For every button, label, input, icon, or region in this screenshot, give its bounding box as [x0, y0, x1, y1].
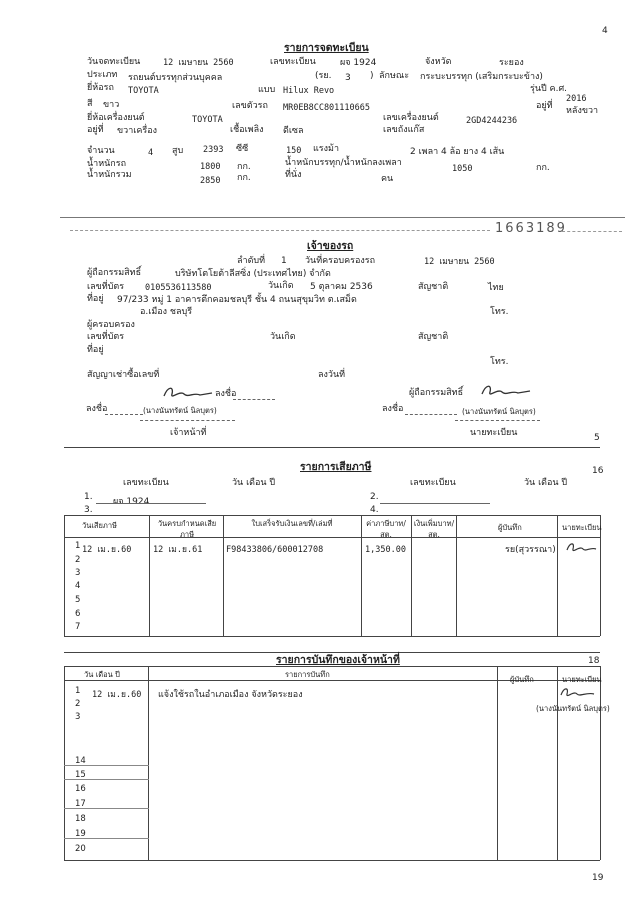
registrar-name: (นางนันทรัตน์ นิลบุตร): [462, 407, 536, 416]
brand: TOYOTA: [128, 86, 159, 96]
records-row-num: 19: [75, 829, 86, 839]
load-label: น้ำหนักบรรทุก/น้ำหนักลงเพลา: [285, 158, 402, 168]
tax-row-num: 6: [75, 609, 81, 619]
sign-line: [405, 414, 457, 415]
chassis-label: เลขตัวรถ: [232, 101, 268, 111]
tax-title: รายการเสียภาษี: [300, 461, 372, 473]
sign-label-3: ลงชื่อ: [382, 404, 404, 414]
id-number: 0105536113580: [145, 283, 212, 293]
tax-col-date: วัน เดือน ปี: [232, 478, 276, 488]
separator: [562, 231, 622, 232]
tax-registrar-signature: [564, 538, 598, 558]
possess-label: วันที่ครอบครองรถ: [305, 256, 376, 266]
fuel: ดีเซล: [283, 126, 304, 136]
engine-loc: ขวาเครื่อง: [117, 126, 157, 136]
sign-line: [105, 414, 143, 415]
tax-col-plate-2: เลขทะเบียน: [410, 478, 456, 488]
tax-table-bottom: [64, 636, 600, 637]
engine-loc-label: อยู่ที่: [87, 125, 104, 135]
tax-table-col: [456, 515, 457, 636]
tax-row-num: 3: [75, 568, 81, 578]
address-label: ที่อยู่: [87, 294, 104, 304]
province-label: จังหวัด: [425, 57, 452, 67]
tax-plate-num: 1.: [84, 492, 93, 502]
records-row-num: 20: [75, 844, 86, 854]
sign-line: [233, 399, 275, 400]
separator: [70, 230, 490, 231]
tax-due: 12 เม.ย.61: [153, 545, 203, 555]
tax-plate-num: 4.: [370, 505, 379, 515]
owner-signature: [478, 380, 533, 402]
records-col-date: วัน เดือน ปี: [84, 670, 120, 679]
seat-label: ที่นั่ง: [285, 170, 302, 180]
model: Hilux Revo: [283, 86, 335, 96]
tax-table-top: [64, 515, 600, 516]
owner-title: เจ้าของรถ: [307, 240, 354, 252]
address2-label: ที่อยู่: [87, 345, 104, 355]
contract-date-label: ลงวันที่: [318, 370, 346, 380]
owner-sign-label: ผู้ถือกรรมสิทธิ์: [409, 388, 464, 398]
section-divider: [64, 447, 600, 448]
records-bottom: [64, 860, 600, 861]
sign-label: ลงชื่อ: [215, 389, 237, 399]
records-row-num: 18: [75, 814, 86, 824]
tax-table-col: [64, 515, 65, 636]
records-row-rule: [64, 779, 149, 780]
engine-brand-label: ยี่ห้อเครื่องยนต์: [87, 113, 145, 123]
page-mark: 4: [602, 26, 608, 36]
owner-name: บริษัทโตโยต้าลีสซิ่ง (ประเทศไทย) จำกัด: [175, 269, 331, 279]
records-row-num: 2: [75, 699, 81, 709]
tax-header: เงินเพิ่มบาท/สต.: [413, 519, 455, 539]
id-label: เลขที่บัตร: [87, 282, 125, 292]
fuel-label: เชื้อเพลิง: [230, 125, 264, 135]
records-col: [600, 666, 601, 860]
page-mark: 19: [592, 873, 604, 883]
tax-plate-num: 3.: [84, 505, 93, 515]
page-mark: 18: [588, 656, 600, 666]
nation: ไทย: [488, 283, 504, 293]
total: 2850: [200, 176, 221, 186]
address-line-2: อ.เมือง ชลบุรี: [140, 307, 193, 317]
sign-label-2: ลงชื่อ: [86, 404, 108, 414]
tax-table-header-rule: [64, 537, 600, 538]
type-label: ประเภท: [87, 70, 118, 80]
year-label: รุ่นปี ค.ศ.: [530, 84, 568, 94]
province: ระยอง: [499, 58, 524, 68]
tax-header: วันครบกำหนดเสียภาษี: [157, 519, 217, 539]
records-row-num: 14: [75, 756, 86, 766]
tax-table-col: [411, 515, 412, 636]
tax-header: ผู้บันทึก: [498, 523, 522, 532]
tel-label: โทร.: [490, 307, 509, 317]
tax-header: วันเสียภาษี: [82, 521, 117, 530]
entry-line: [380, 503, 490, 504]
seq: 1: [281, 256, 287, 266]
records-header-top: [64, 666, 600, 667]
cylinders: 4: [148, 148, 154, 158]
total-unit: กก.: [237, 173, 251, 183]
page-mark: 16: [592, 466, 604, 476]
tax-row-num: 2: [75, 555, 81, 565]
contract-label: สัญญาเช่าซื้อเลขที่: [87, 370, 160, 380]
cylinders-unit: สูบ: [172, 146, 184, 156]
tax-col-date-2: วัน เดือน ปี: [524, 478, 568, 488]
owner-label: ผู้ถือกรรมสิทธิ์: [87, 268, 142, 278]
location: หลังขวา: [566, 106, 599, 116]
records-entry-date: 12 เม.ย.60: [92, 690, 142, 700]
records-col: [148, 666, 149, 860]
birth-label: วันเกิด: [268, 281, 294, 291]
possessor-label: ผู้ครอบครอง: [87, 320, 135, 330]
records-title: รายการบันทึกของเจ้าหน้าที่: [276, 654, 400, 666]
axle-text: 2 เพลา 4 ล้อ ยาง 4 เส้น: [410, 147, 505, 157]
tax-date: 12 เม.ย.60: [82, 545, 132, 555]
records-col: [64, 666, 65, 860]
style-label: ลักษณะ: [379, 71, 410, 81]
tax-table-col: [600, 515, 601, 636]
records-registrar-signature: [558, 683, 598, 703]
records-signer: (นางนันทรัตน์ นิลบุตร): [536, 704, 610, 713]
load: 1050: [452, 164, 473, 174]
tax-plate: ผจ 1924: [113, 497, 150, 507]
total-label: น้ำหนักรวม: [87, 170, 132, 180]
vehicle-type: รถยนต์บรรทุกส่วนบุคคล: [128, 73, 223, 83]
address-line-1: 97/233 หมู่ 1 อาคารตึกคอมชลบุรี ชั้น 4 ถนนสุขุมวิท ต.เสม็ด: [117, 295, 357, 305]
records-col-registrar: นายทะเบียน: [562, 675, 602, 684]
seq-label: ลำดับที่: [237, 256, 266, 266]
cc-unit: ซีซี: [236, 144, 249, 154]
chassis-number: MR0EB8CC801110665: [283, 103, 370, 113]
cc: 2393: [203, 145, 224, 155]
tax-plate-num: 2.: [370, 492, 379, 502]
tax-table-col: [149, 515, 150, 636]
tax-table-col: [223, 515, 224, 636]
nation-label: สัญชาติ: [418, 282, 449, 292]
records-col: [497, 666, 498, 860]
reg-date: 12 เมษายน 2560: [163, 58, 234, 68]
records-row-num: 17: [75, 799, 86, 809]
type-code-num: 3: [345, 73, 351, 83]
nation2-label: สัญชาติ: [418, 332, 449, 342]
records-col-recorder: ผู้บันทึก: [510, 675, 534, 684]
birth: 5 ตุลาคม 2536: [310, 282, 373, 292]
load-unit: กก.: [536, 163, 550, 173]
year: 2016: [566, 94, 587, 104]
records-top-rule: [64, 652, 600, 653]
tax-row-num: 4: [75, 581, 81, 591]
engine-brand: TOYOTA: [192, 115, 223, 125]
cylinders-label: จำนวน: [87, 146, 115, 156]
id2-label: เลขที่บัตร: [87, 332, 125, 342]
records-entry-text: แจ้งใช้รถในอำเภอเมือง จังหวัดระยอง: [158, 690, 303, 700]
stamp-number: 1663189: [495, 221, 567, 236]
tax-row-num: 7: [75, 622, 81, 632]
color: ขาว: [103, 100, 120, 110]
registrar-role: นายทะเบียน: [470, 428, 518, 438]
records-row-rule: [64, 765, 149, 766]
tax-row-num: 1: [75, 541, 81, 551]
records-row-num: 1: [75, 686, 81, 696]
engine-no-label: เลขเครื่องยนต์: [383, 113, 439, 123]
officer-name: (นางนันทรัตน์ นิลบุตร): [143, 406, 217, 415]
tax-receipt: F98433806/600012708: [226, 545, 324, 555]
type-code: (รย.: [315, 71, 332, 81]
model-label: แบบ: [258, 85, 276, 95]
tax-table-col: [557, 515, 558, 636]
hp-unit: แรงม้า: [313, 144, 340, 154]
weight-unit: กก.: [237, 162, 251, 172]
sign-line: [455, 420, 540, 421]
gas-tank-label: เลขถังแก๊ส: [383, 125, 425, 135]
records-row-rule: [64, 838, 149, 839]
entry-line: [96, 503, 206, 504]
location-label: อยู่ที่: [536, 101, 553, 111]
color-label: สี: [87, 99, 93, 109]
tax-header: ใบเสร็จรับเงินเลขที่/เล่มที่: [251, 519, 333, 528]
possess-date: 12 เมษายน 2560: [424, 257, 495, 267]
tel2-label: โทร.: [490, 357, 509, 367]
records-row-num: 3: [75, 712, 81, 722]
tax-amount: 1,350.00: [365, 545, 406, 555]
seat-unit: คน: [381, 174, 394, 184]
vehicle-style: กระบะบรรทุก (เสริมกระบะข้าง): [420, 72, 543, 82]
tax-col-plate: เลขทะเบียน: [123, 478, 169, 488]
officer-signature: [160, 382, 215, 404]
tax-row-num: 5: [75, 595, 81, 605]
records-col-item: รายการบันทึก: [285, 670, 330, 679]
officer-role: เจ้าหน้าที่: [170, 428, 207, 438]
records-row-num: 16: [75, 784, 86, 794]
plate-label: เลขทะเบียน: [270, 57, 316, 67]
separator: [60, 217, 625, 218]
tax-recorder: รย(สุวรรณา): [505, 545, 556, 555]
weight: 1800: [200, 162, 221, 172]
weight-label: น้ำหนักรถ: [87, 159, 127, 169]
sign-line: [140, 420, 235, 421]
tax-header: ค่าภาษีบาท/สต.: [366, 519, 406, 539]
page-mark: 5: [594, 433, 600, 443]
records-row-rule: [64, 808, 149, 809]
tax-header: นายทะเบียน: [562, 523, 602, 532]
records-row-num: 15: [75, 770, 86, 780]
birth2-label: วันเกิด: [270, 332, 296, 342]
engine-number: 2GD4244236: [466, 116, 518, 126]
type-code-close: ): [370, 71, 374, 81]
reg-date-label: วันจดทะเบียน: [87, 57, 141, 67]
tax-table-col: [361, 515, 362, 636]
registration-title: รายการจดทะเบียน: [284, 42, 369, 54]
plate: ผจ 1924: [340, 58, 377, 68]
hp: 150: [286, 146, 302, 156]
brand-label: ยี่ห้อรถ: [87, 83, 114, 93]
